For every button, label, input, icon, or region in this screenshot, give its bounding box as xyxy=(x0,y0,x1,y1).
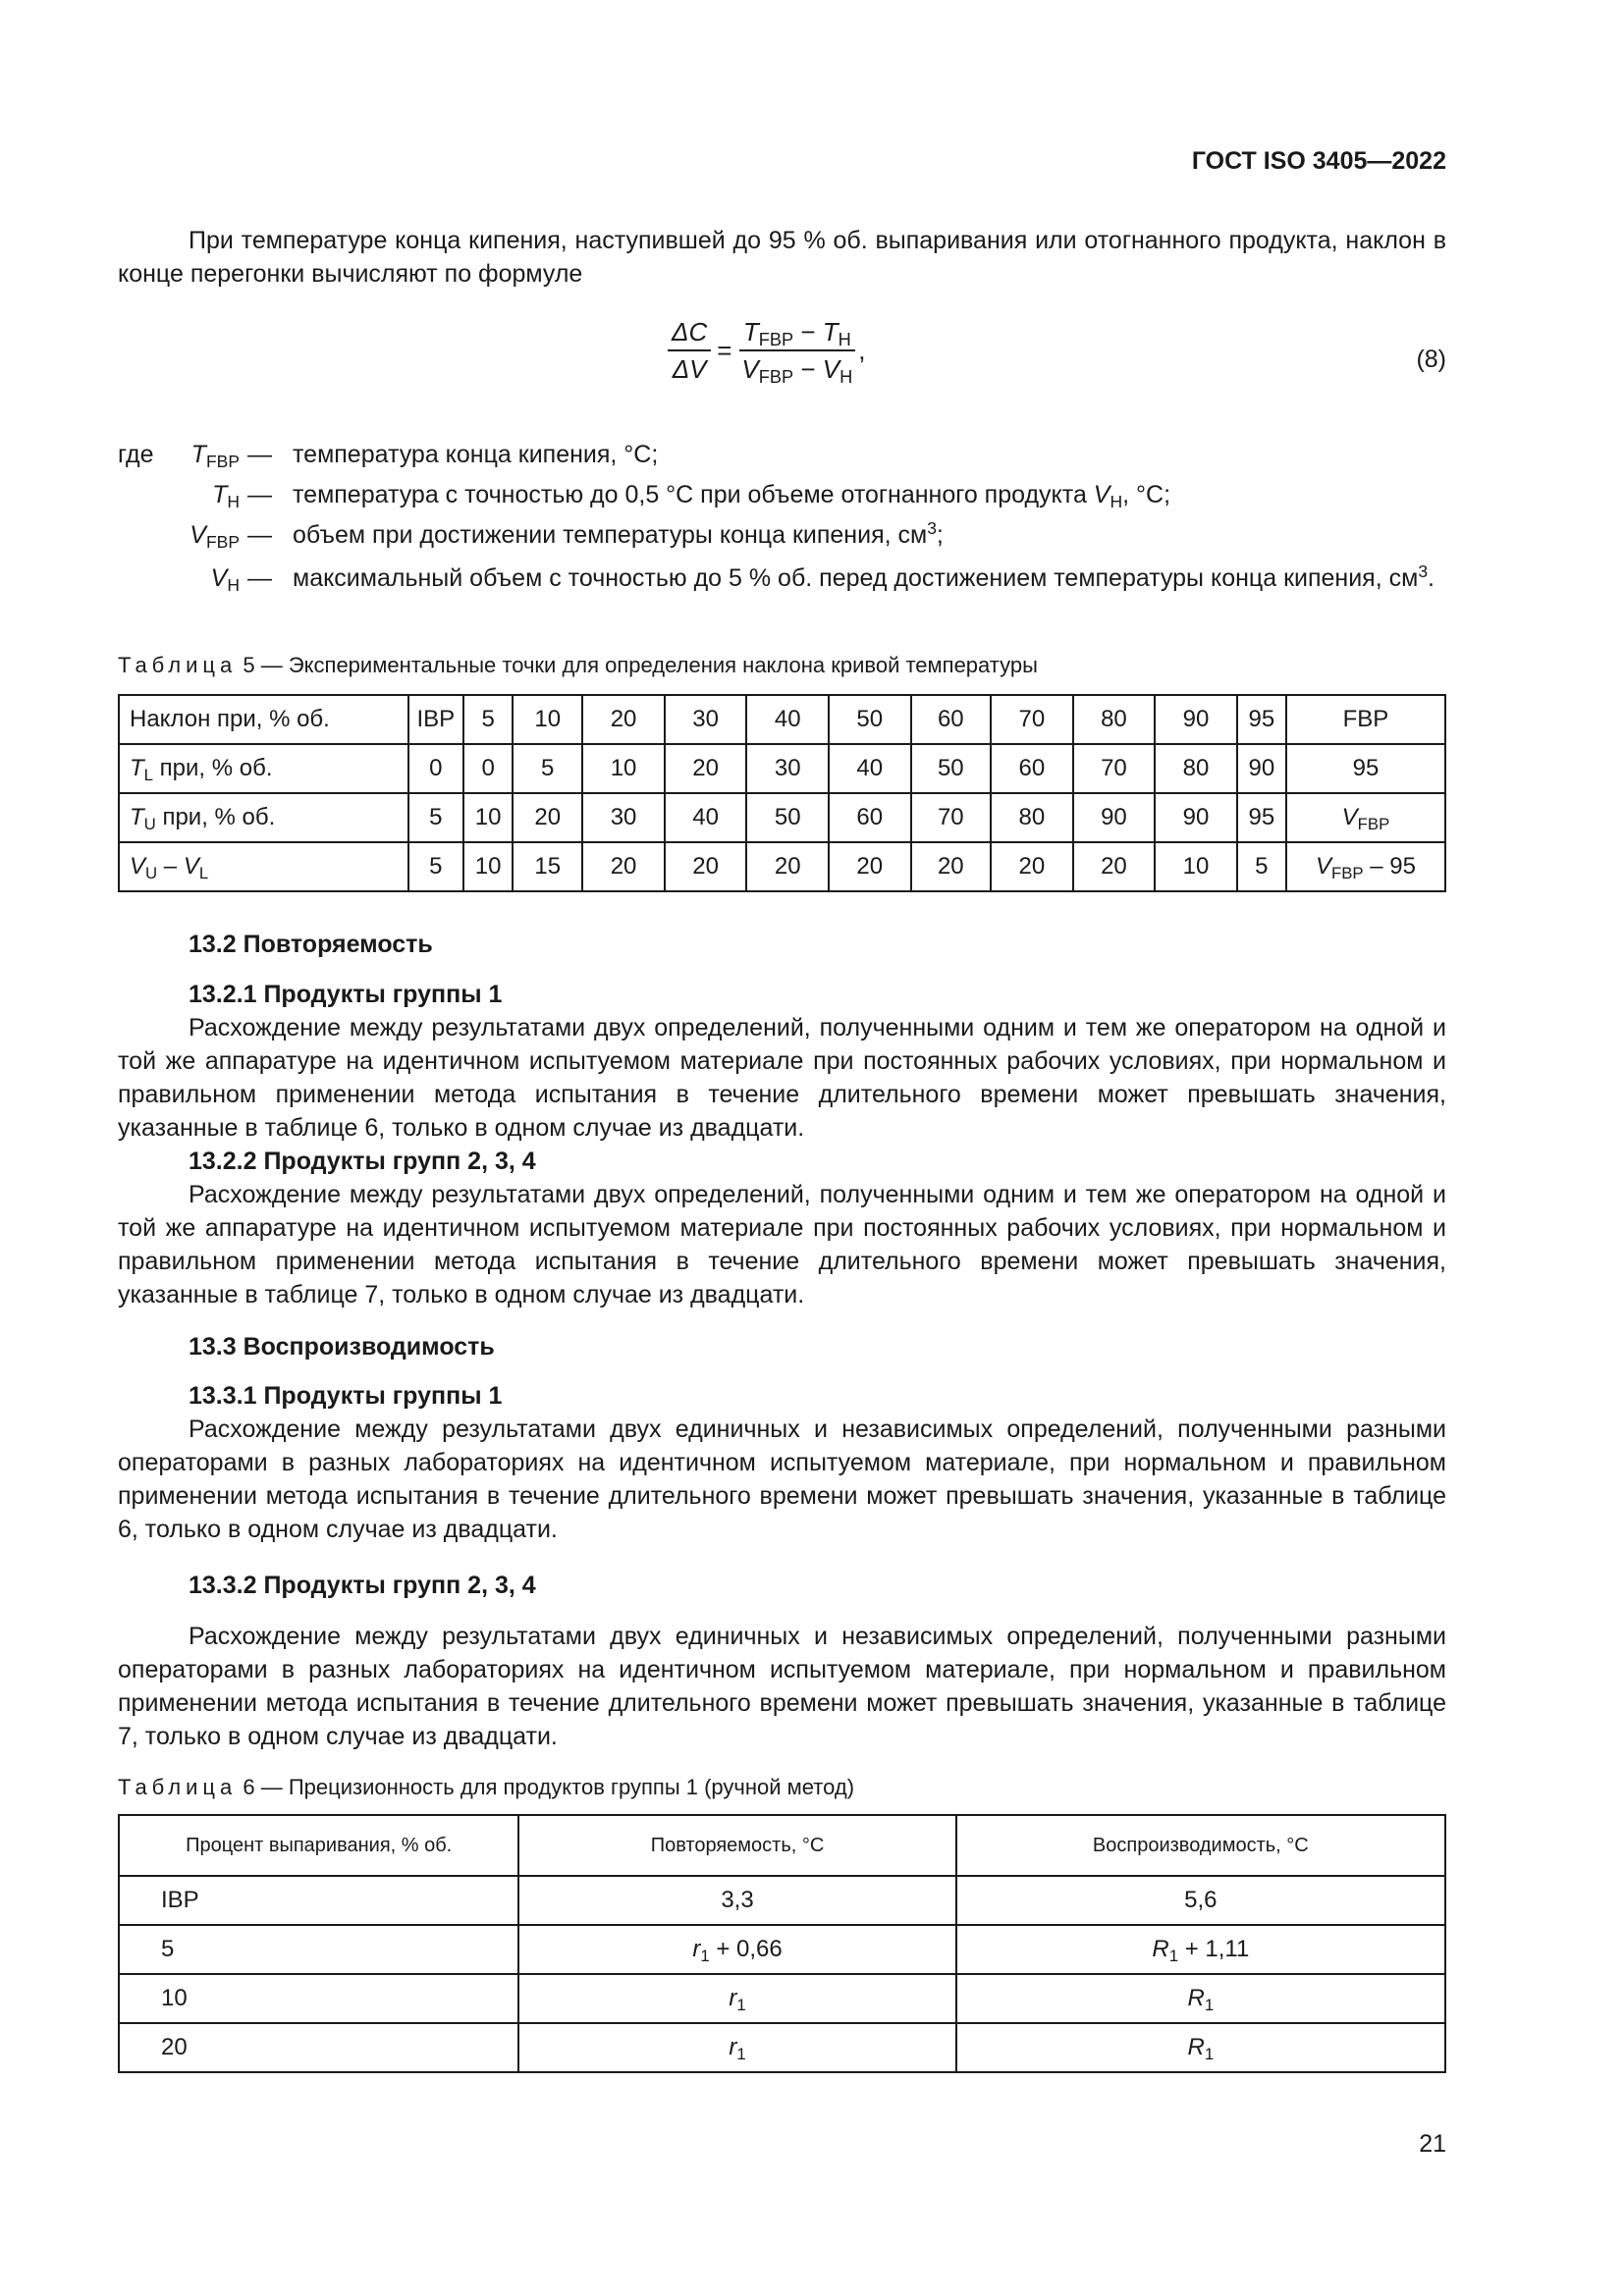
table-cell: 95 xyxy=(1237,695,1286,744)
where-item-tfbp xyxy=(0,438,1624,471)
table-header-cell: Воспроизводимость, °C xyxy=(956,1815,1445,1876)
table-cell: $T_U$ при, % об. xyxy=(119,793,408,842)
formula-equals: = xyxy=(717,335,732,365)
where-dash: — xyxy=(247,564,272,592)
table-cell: 95 xyxy=(1237,793,1286,842)
table-cell: 90 xyxy=(1155,793,1237,842)
table-cell: 40 xyxy=(746,695,829,744)
table-cell: $r_1 + 0,66$ xyxy=(518,1925,955,1974)
table-cell: 80 xyxy=(1155,744,1237,793)
where-item-th xyxy=(0,478,1624,511)
where-symbol: $T_H$ xyxy=(212,481,240,511)
table-cell: 20 xyxy=(746,842,829,891)
table-cell: FBP xyxy=(1286,695,1445,744)
document-header-id: ГОСТ ISO 3405—2022 xyxy=(1191,147,1446,175)
table6-caption: Таблица 6 — Прецизионность для продуктов группы 1 (ручной метод) xyxy=(118,1775,855,1799)
where-item-vfbp xyxy=(0,518,1624,552)
section-13-2-1-title: 13.2.1 Продукты группы 1 xyxy=(189,981,503,1008)
table-cell: 20 xyxy=(582,695,665,744)
table-cell: 5,6 xyxy=(956,1876,1445,1925)
table-cell: 20 xyxy=(665,842,747,891)
table5-row-tl xyxy=(119,744,1445,793)
table-cell: 10 xyxy=(582,744,665,793)
table-cell: 20 xyxy=(991,842,1073,891)
where-text: температура конца кипения, °C; xyxy=(293,441,659,468)
section-13-2-2-text: Расхождение между результатами двух определений, полученными одним и тем же оператором на одной и той же аппаратуре на идентичном испытуемом материале при постоянных рабочих условиях, при нормальном и правильном применении метода испытания в течение длительного времени может превышать значения, указанные в таблице 7, только в одном случае из двадцати. xyxy=(118,1181,1446,1308)
table-cell: 80 xyxy=(991,793,1073,842)
table-cell: 90 xyxy=(1155,695,1237,744)
where-symbol: $T_{FBP}$ xyxy=(190,441,240,471)
table-cell: 20 xyxy=(829,842,911,891)
table-cell: 30 xyxy=(746,744,829,793)
table6-header-row xyxy=(119,1815,1445,1876)
where-symbol: $V_{FBP}$ xyxy=(189,521,240,552)
where-text: максимальный объем с точностью до 5 % об. перед достижением температуры конца кипения, $см^3$. xyxy=(293,561,1435,592)
table-cell: 20 xyxy=(911,842,991,891)
where-text: объем при достижении температуры конца кипения, $см^3$; xyxy=(293,518,944,549)
table-cell: IBP xyxy=(119,1876,518,1925)
intro-paragraph: При температуре конца кипения, наступившей до 95 % об. выпаривания или отогнанного продукта, наклон в конце перегонки вычисляют по формуле xyxy=(118,227,1446,288)
table-cell: 5 xyxy=(1237,842,1286,891)
formula-lhs-fraction xyxy=(668,316,711,385)
table5-row-tu xyxy=(119,793,1445,842)
table-cell: $V_U - V_L$ xyxy=(119,842,408,891)
table-cell: 60 xyxy=(991,744,1073,793)
table-cell: 5 xyxy=(513,744,582,793)
section-13-3-1-title: 13.3.1 Продукты группы 1 xyxy=(189,1382,503,1410)
table-cell: 20 xyxy=(582,842,665,891)
table5-header-row xyxy=(119,695,1445,744)
table-cell: 70 xyxy=(1073,744,1156,793)
table-cell: $V_{FBP}$ xyxy=(1286,793,1445,842)
table-cell: 40 xyxy=(829,744,911,793)
table5 xyxy=(118,694,1446,892)
table-cell: 0 xyxy=(463,744,513,793)
section-13-3-2-title: 13.3.2 Продукты групп 2, 3, 4 xyxy=(189,1572,536,1599)
table-cell: 50 xyxy=(746,793,829,842)
section-13-3-1-text: Расхождение между результатами двух единичных и независимых определений, полученными разными операторами в разных лабораториях на идентичном испытуемом материале, при нормальном и правильном применении метода испытания в течение длительного времени может превышать значения, указанные в таблице 6, только в одном случае из двадцати. xyxy=(118,1415,1446,1543)
table-cell: 40 xyxy=(665,793,747,842)
table-cell: 80 xyxy=(1073,695,1156,744)
table-row xyxy=(119,1925,1445,1974)
formula-rhs-denominator: $V_{FBP} - V_H$ xyxy=(741,354,853,387)
section-13-3-title: 13.3 Воспроизводимость xyxy=(189,1333,495,1361)
table-cell: $R_1 + 1,11$ xyxy=(956,1925,1445,1974)
table-cell: 90 xyxy=(1073,793,1156,842)
table-cell: $V_{FBP} - 95$ xyxy=(1286,842,1445,891)
formula-number: (8) xyxy=(1416,346,1446,373)
page-number: 21 xyxy=(1419,2130,1446,2158)
where-text: температура с точностью до 0,5 °C при объеме отогнанного продукта $V_H$, °C; xyxy=(293,481,1171,511)
table-cell: $R_1$ xyxy=(956,2023,1445,2072)
table-cell: 10 xyxy=(513,695,582,744)
formula-lhs-numerator: ΔC xyxy=(668,316,711,351)
table-cell: $r_1$ xyxy=(518,1974,955,2023)
table-cell: 3,3 xyxy=(518,1876,955,1925)
formula-comma: , xyxy=(858,335,866,365)
table-cell: 70 xyxy=(911,793,991,842)
table-cell: $r_1$ xyxy=(518,2023,955,2072)
table-cell: 60 xyxy=(829,793,911,842)
table-cell: 15 xyxy=(513,842,582,891)
table-header-cell: Процент выпаривания, % об. xyxy=(119,1815,518,1876)
table-cell: 10 xyxy=(1155,842,1237,891)
where-symbol: $V_H$ xyxy=(210,564,240,595)
formula-rhs-fraction xyxy=(737,316,856,385)
table-cell: 30 xyxy=(665,695,747,744)
table6 xyxy=(118,1814,1446,2073)
table-row xyxy=(119,2023,1445,2072)
table5-caption: Таблица 5 — Экспериментальные точки для определения наклона кривой температуры xyxy=(118,653,1038,677)
where-prefix: где xyxy=(118,441,154,468)
where-dash: — xyxy=(247,481,272,508)
table-cell: 95 xyxy=(1286,744,1445,793)
section-13-2-title: 13.2 Повторяемость xyxy=(189,931,433,958)
table-header-cell: Повторяемость, °C xyxy=(518,1815,955,1876)
formula-lhs-denominator: ΔV xyxy=(672,354,707,384)
table-cell: $T_L$ при, % об. xyxy=(119,744,408,793)
formula-rhs-numerator: $T_{FBP} - T_H$ xyxy=(739,316,855,351)
table-cell: 0 xyxy=(408,744,463,793)
formula-8 xyxy=(668,316,866,385)
table-cell: 10 xyxy=(463,793,513,842)
table-cell: 5 xyxy=(408,793,463,842)
table-cell: IBP xyxy=(408,695,463,744)
table-cell: 5 xyxy=(463,695,513,744)
section-13-2-1-text: Расхождение между результатами двух определений, полученными одним и тем же оператором на одной и той же аппаратуре на идентичном испытуемом материале при постоянных рабочих условиях, при нормальном и правильном применении метода испытания в течение длительного времени может превышать значения, указанные в таблице 6, только в одном случае из двадцати. xyxy=(118,1014,1446,1142)
where-dash: — xyxy=(247,521,272,549)
table-cell: 90 xyxy=(1237,744,1286,793)
table-cell: 50 xyxy=(911,744,991,793)
table-row xyxy=(119,1876,1445,1925)
table-cell: 50 xyxy=(829,695,911,744)
table-cell: 5 xyxy=(119,1925,518,1974)
table-cell: $R_1$ xyxy=(956,1974,1445,2023)
table-cell: 20 xyxy=(119,2023,518,2072)
table-cell: 30 xyxy=(582,793,665,842)
table5-row-vu-vl xyxy=(119,842,1445,891)
table-cell: 20 xyxy=(1073,842,1156,891)
where-dash: — xyxy=(247,441,272,468)
table-cell: 60 xyxy=(911,695,991,744)
table-cell: 20 xyxy=(665,744,747,793)
where-item-vh xyxy=(0,561,1624,628)
section-13-2-2-title: 13.2.2 Продукты групп 2, 3, 4 xyxy=(189,1148,536,1175)
table-cell: 70 xyxy=(991,695,1073,744)
section-13-3-2-text: Расхождение между результатами двух единичных и независимых определений, полученными разными операторами в разных лабораториях на идентичном испытуемом материале, при нормальном и правильном применении метода испытания в течение длительного времени может превышать значения, указанные в таблице 7, только в одном случае из двадцати. xyxy=(118,1623,1446,1750)
table-cell: Наклон при, % об. xyxy=(119,695,408,744)
table-cell: 20 xyxy=(513,793,582,842)
table-cell: 10 xyxy=(463,842,513,891)
table-row xyxy=(119,1974,1445,2023)
table-cell: 5 xyxy=(408,842,463,891)
table-cell: 10 xyxy=(119,1974,518,2023)
